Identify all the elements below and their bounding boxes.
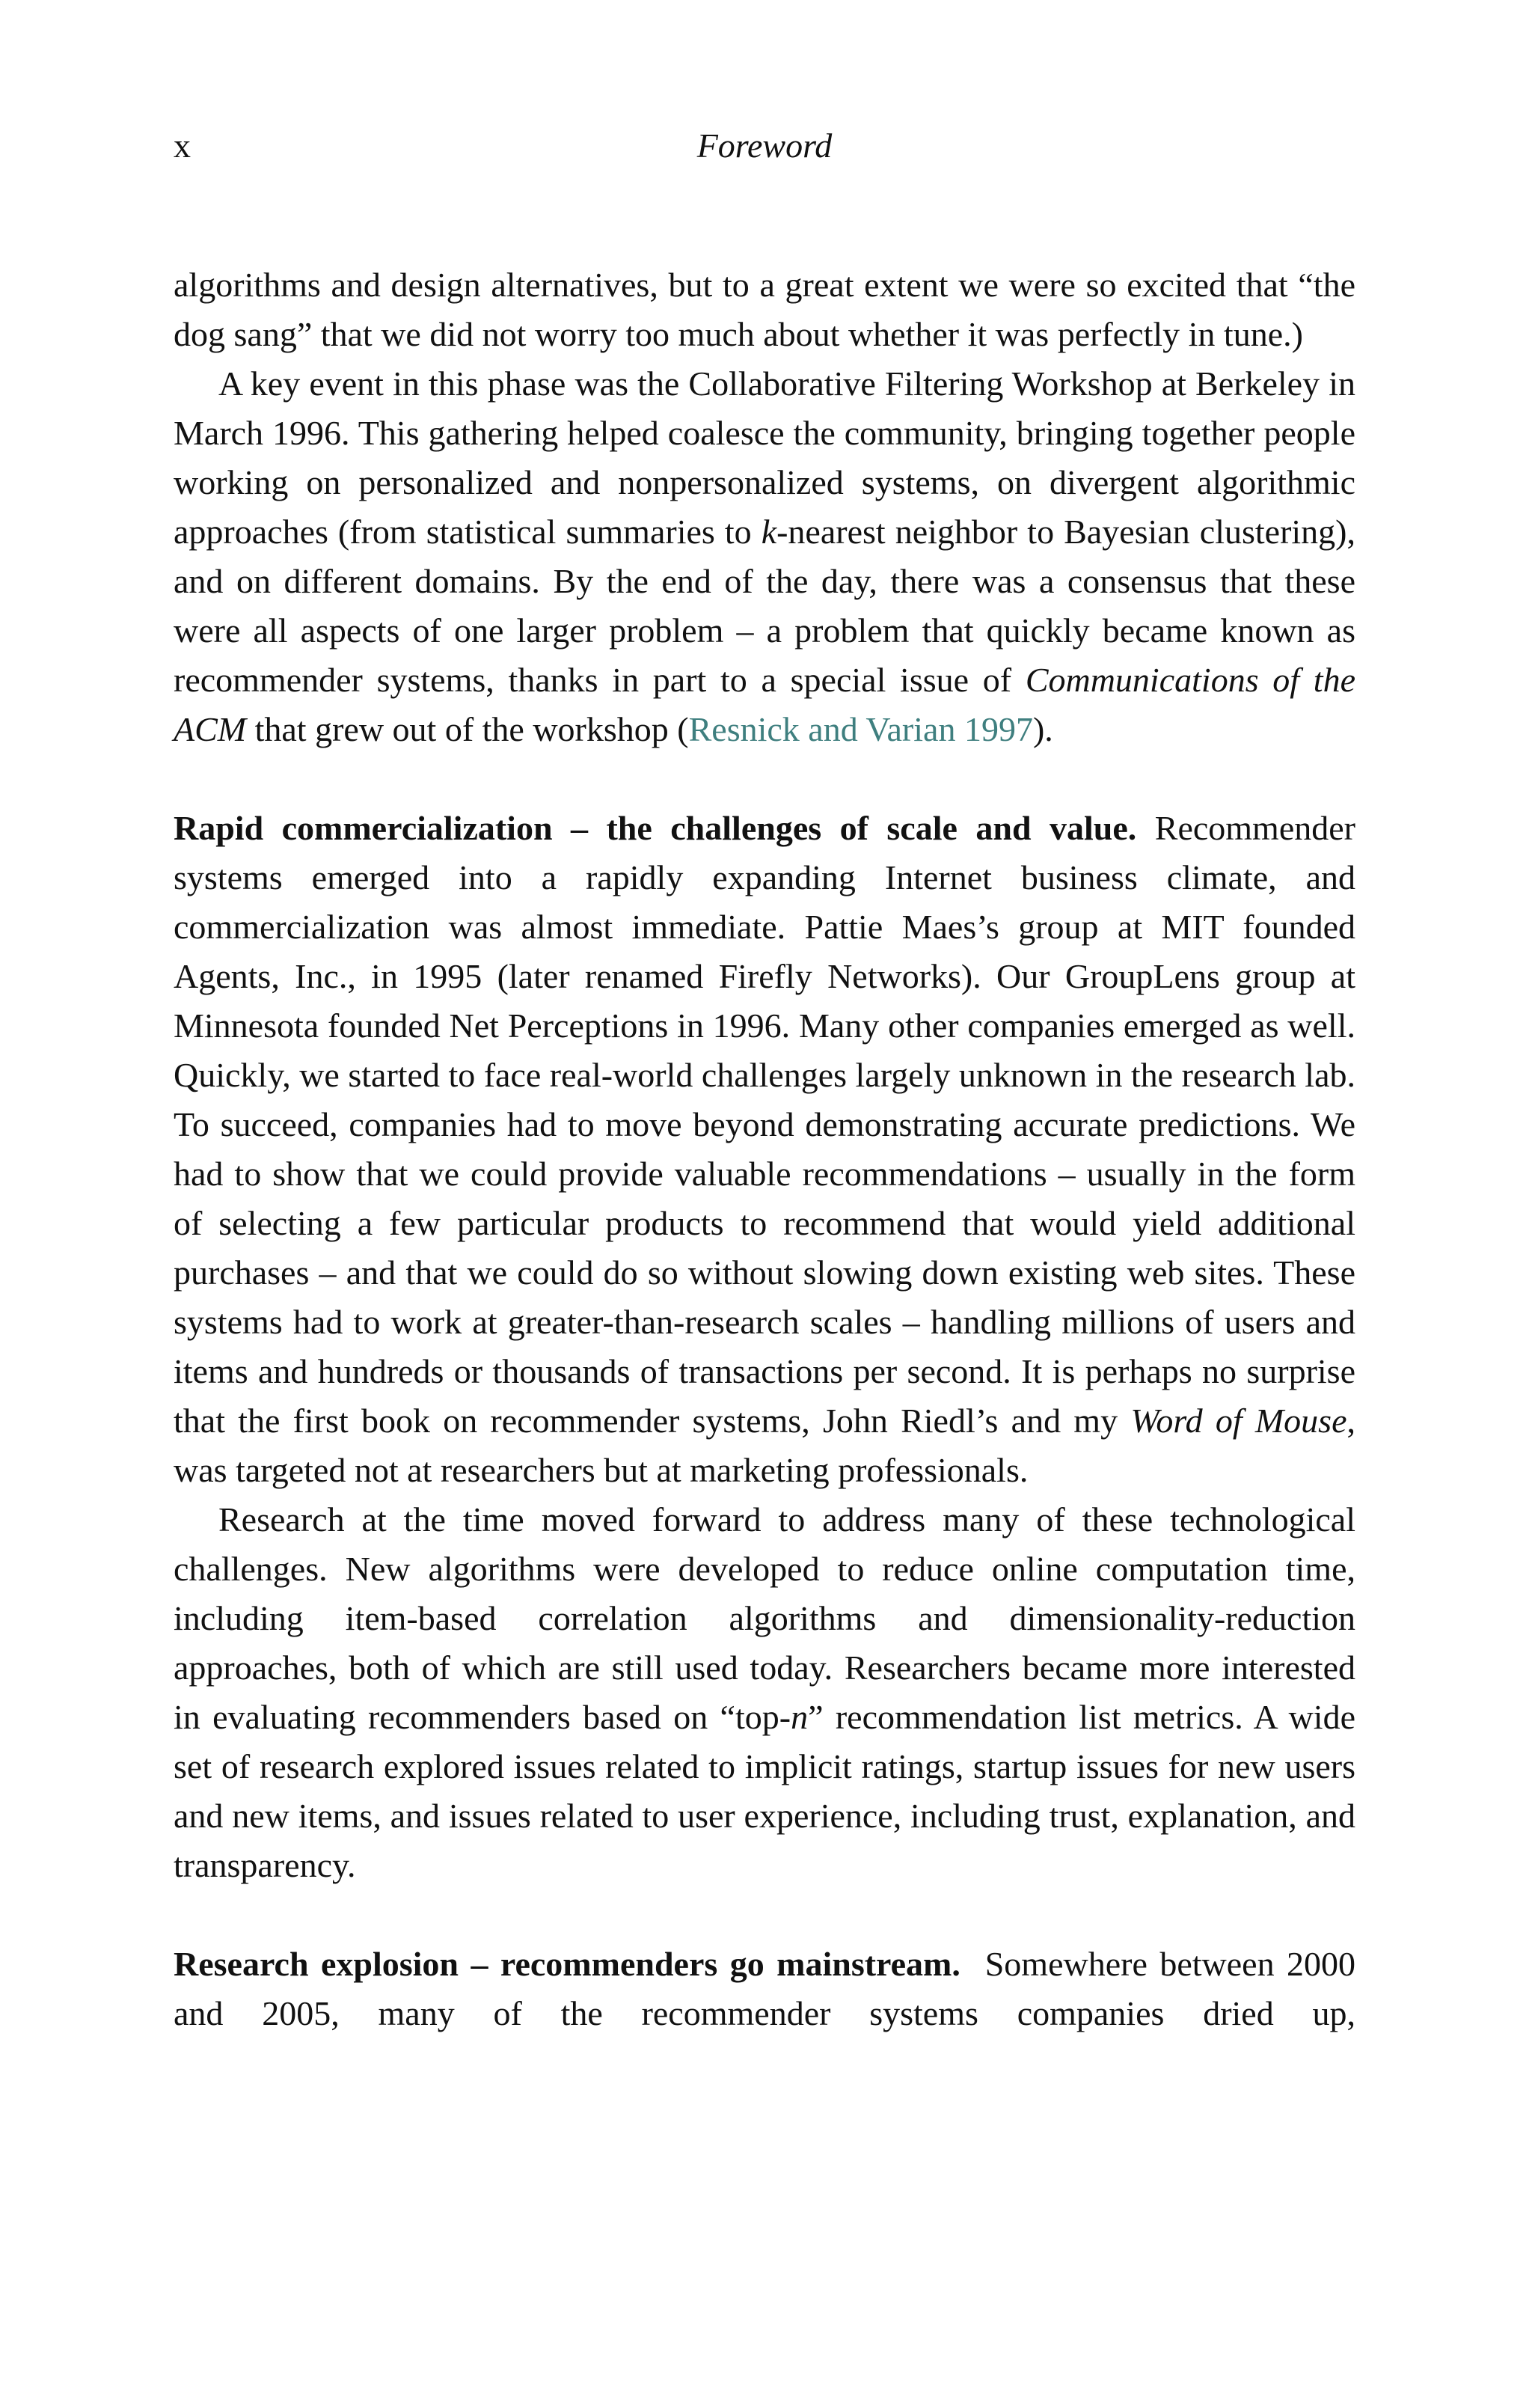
chapter-title: Foreword: [696, 126, 833, 165]
body-text: [174, 260, 1364, 2038]
section-heading: Research explosion – recommenders go mainstream.: [174, 1945, 960, 1983]
math-k: k: [761, 513, 777, 551]
journal-title: Communications of the ACM: [174, 661, 1355, 748]
page-number: x: [174, 126, 191, 165]
paragraph-research: Research at the time moved forward to address many of these technological challenges. New algorithms were developed to reduce online computation time, including item-based correlation algorithms and dimensionality-reduction approaches, both of which are still used today. Researchers became more interested in evaluating recommenders based on “top-n” recommendation list metrics. A wide set of research explored issues related to implicit ratings, startup issues for new users and new items, and issues related to user experience, including trust, explanation, and transparency.: [174, 1500, 1355, 1884]
section-research-explosion: Research explosion – recommenders go mainstream. Somewhere between 2000 and 2005, many of the recommender systems companies dried up,: [174, 1945, 1364, 2032]
paragraph-workshop: A key event in this phase was the Collaborative Filtering Workshop at Berkeley in March 1996. This gathering helped coalesce the community, bringing together people working on personalized and nonpersonalized systems, on divergent algorithmic approaches (from statistical summaries to k-nearest neighbor to Bayesian clustering), and on different domains. By the end of the day, there was a consensus that these were all aspects of one larger problem – a problem that quickly became known as recommender systems, thanks in part to a special issue of Communications of the ACM that grew out of the workshop (Resnick and Varian 1997).: [174, 364, 1355, 748]
section-rapid-commercialization: Rapid commercialization – the challenges of scale and value. Recommender systems emerged into a rapidly expanding Internet business climate, and commercialization was almost immediate. Pattie Maes’s group at MIT founded Agents, Inc., in 1995 (later renamed Firefly Networks). Our GroupLens group at Minnesota founded Net Perceptions in 1996. Many other companies emerged as well. Quickly, we started to face real-world challenges largely unknown in the research lab. To succeed, companies had to move beyond demonstrating accurate predictions. We had to show that we could provide valuable recommendations – usually in the form of selecting a few particular products to recommend that would yield additional purchases – and that we could do so without slowing down existing web sites. These systems had to work at greater-than-research scales – handling millions of users and items and hundreds or thousands of transactions per second. It is perhaps no surprise that the first book on recommender systems, John Riedl’s and my Word of Mouse, was targeted not at researchers but at marketing professionals.: [174, 809, 1355, 1489]
running-head: [174, 126, 1355, 171]
section-heading: Rapid commercialization – the challenges of scale and value.: [174, 809, 1137, 847]
math-n: n: [791, 1698, 809, 1736]
book-title: Word of Mouse: [1130, 1402, 1347, 1440]
paragraph-continuation: algorithms and design alternatives, but to a great extent we were so excited that “the dog sang” that we did not worry too much about whether it was perfectly in tune.): [174, 266, 1355, 353]
citation-link[interactable]: Resnick and Varian 1997: [688, 710, 1033, 748]
